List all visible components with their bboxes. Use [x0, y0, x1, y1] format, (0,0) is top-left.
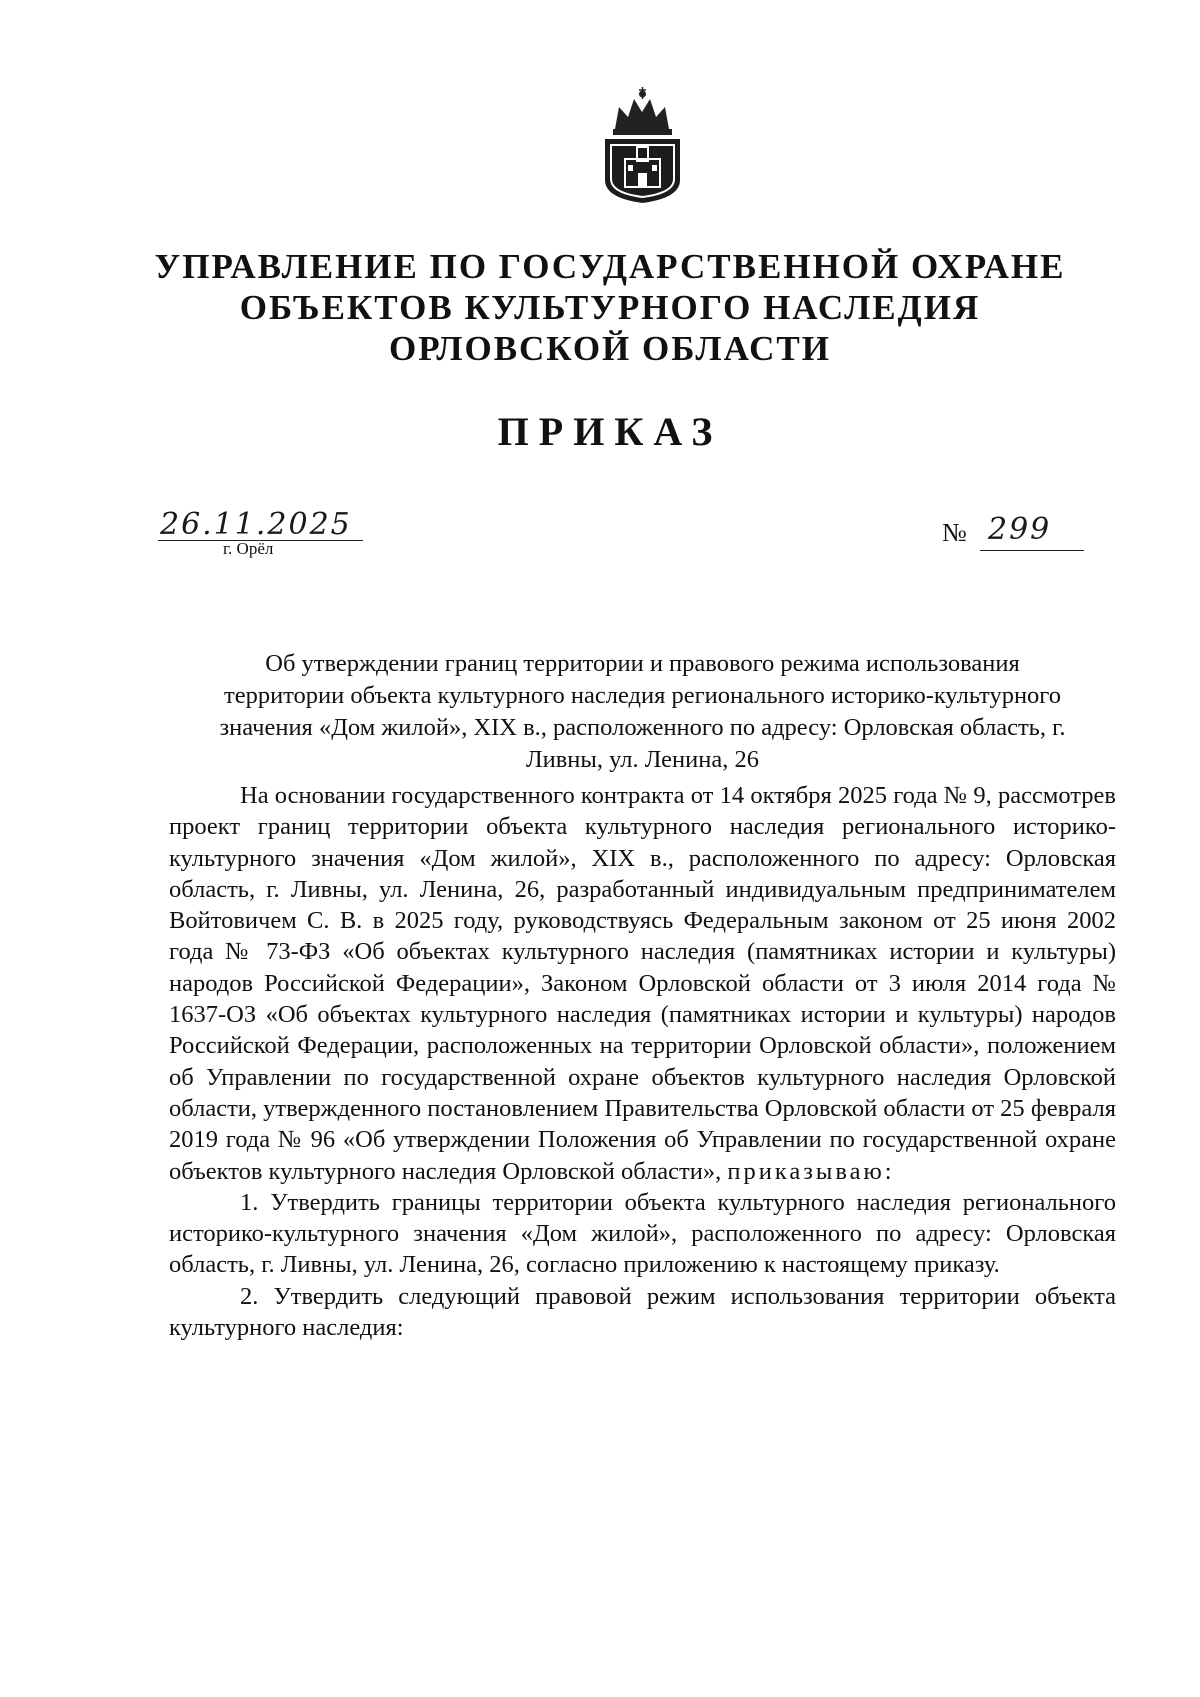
document-type-title: ПРИКАЗ [497, 409, 723, 454]
preamble-text: На основании государственного контракта от 14 октября 2025 года № 9, рассмотрев проект границ территории объекта культурного наследия регионального историко-культурного значения «Дом жилой», XIX в., расположенного по адресу: Орловская область, г. Ливны, ул. Ленина, 26, разработанный индивидуальным предпринимателем Войтовичем С. В. в 2025 году, руководствуясь Федеральным законом от 25 июня 2002 года № 73-ФЗ «Об объектах культурного наследия (памятниках истории и культуры) народов Российской Федерации», Законом Орловской области от 3 июля 2014 года № 1637-ОЗ «Об объектах культурного наследия (памятниках истории и культуры) народов Российской Федерации, расположенных на территории Орловской области», положением об Управлении по государственной охране объектов культурного наследия Орловской области, утвержденного постановлением Правительства Орловской области от 25 февраля 2019 года № 96 «Об утверждении Положения об Управлении по государственной охране объектов культурного наследия Орловской области», [169, 782, 1116, 1185]
document-date-block [158, 507, 363, 542]
preamble-paragraph [169, 780, 1116, 1187]
document-number: 299 [988, 512, 1052, 547]
subject-line-4: Ливны, ул. Ленина, 26 [525, 746, 760, 773]
issuing-authority [150, 246, 1070, 369]
number-underline [980, 550, 1084, 551]
coat-of-arms-icon [595, 85, 690, 205]
subject-line-3: значения «Дом жилой», XIX в., расположенного по адресу: Орловская область, г. [219, 714, 1066, 741]
order-item-1: 1. Утвердить границы территории объекта культурного наследия регионального историко-культурного значения «Дом жилой», расположенного по адресу: Орловская область, г. Ливны, ул. Ленина, 26, согласно приложению к настоящему приказу. [169, 1188, 1116, 1279]
order-word: приказываю: [727, 1157, 895, 1185]
document-date: 26.11.2025 [160, 507, 352, 542]
document-body [169, 780, 1116, 1343]
authority-line-3: ОРЛОВСКОЙ ОБЛАСТИ [389, 329, 831, 368]
subject-line-1: Об утверждении границ территории и правового режима использования [265, 650, 1020, 677]
document-city: г. Орёл [223, 539, 274, 558]
authority-line-1: УПРАВЛЕНИЕ ПО ГОСУДАРСТВЕННОЙ ОХРАНЕ [154, 247, 1066, 286]
authority-line-2: ОБЪЕКТОВ КУЛЬТУРНОГО НАСЛЕДИЯ [239, 288, 981, 327]
document-subject [160, 648, 1125, 776]
order-item-2: 2. Утвердить следующий правовой режим использования территории объекта культурного наследия: [169, 1282, 1116, 1342]
number-sign: № [942, 518, 967, 547]
subject-line-2: территории объекта культурного наследия регионального историко-культурного [223, 682, 1061, 709]
